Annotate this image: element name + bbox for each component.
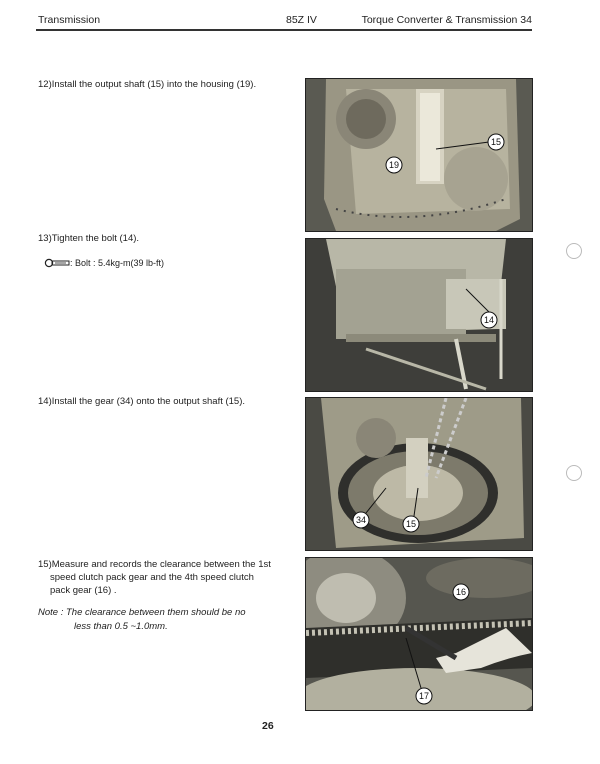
page-number: 26 xyxy=(262,720,274,732)
photo-2-illustration xyxy=(306,239,532,391)
callout-34-label: 34 xyxy=(355,515,367,525)
header-model: 85Z IV xyxy=(286,14,317,26)
photo-1-illustration xyxy=(306,79,532,231)
binder-hole-bottom xyxy=(566,465,582,481)
note-line-2: less than 0.5 ~1.0mm. xyxy=(74,621,168,632)
photo-bolt-tightening xyxy=(305,238,533,392)
clearance-note xyxy=(38,606,278,634)
callout-15b-label: 15 xyxy=(405,519,417,529)
step-15-line-3: pack gear (16) . xyxy=(50,585,117,596)
callout-19-label: 19 xyxy=(388,160,400,170)
photo-clearance-measurement xyxy=(305,557,533,711)
step-15-line-1: 15)Measure and records the clearance between the 1st xyxy=(38,559,271,570)
step-15-line-2: speed clutch pack gear and the 4th speed clutch xyxy=(50,572,254,583)
note-line-1: Note : The clearance between them should be no xyxy=(38,607,246,618)
photo-4-illustration xyxy=(306,558,532,710)
step-13-text: 13)Tighten the bolt (14). xyxy=(38,233,140,244)
torque-spec-text: : Bolt : 5.4kg-m(39 lb-ft) xyxy=(70,258,165,268)
callout-16-label: 16 xyxy=(455,587,467,597)
header-rule xyxy=(36,29,532,31)
page-header xyxy=(38,14,532,30)
photo-3-illustration xyxy=(306,398,532,550)
callout-15-label: 15 xyxy=(490,137,502,147)
photo-output-shaft-install xyxy=(305,78,533,232)
header-section-title: Transmission xyxy=(38,14,101,26)
wrench-icon xyxy=(44,258,70,268)
step-14-text: 14)Install the gear (34) onto the output shaft (15). xyxy=(38,396,246,407)
header-chapter-title: Torque Converter & Transmission 34 xyxy=(361,14,532,26)
step-15-text xyxy=(38,558,271,597)
callout-14-label: 14 xyxy=(483,315,495,325)
step-12-text: 12)Install the output shaft (15) into the housing (19). xyxy=(38,79,257,90)
torque-spec xyxy=(44,258,164,268)
photo-gear-install xyxy=(305,397,533,551)
binder-hole-top xyxy=(566,243,582,259)
callout-17-label: 17 xyxy=(418,691,430,701)
